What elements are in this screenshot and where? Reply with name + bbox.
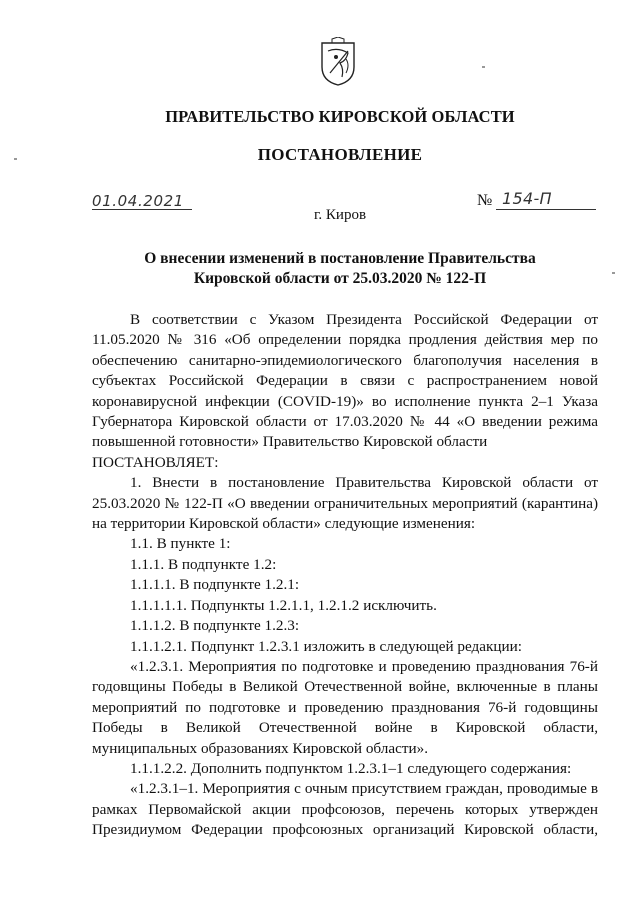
government-name: ПРАВИТЕЛЬСТВО КИРОВСКОЙ ОБЛАСТИ (165, 107, 515, 126)
title-line-1: О внесении изменений в постановление Правительства (144, 250, 536, 267)
document-number: 154-П (502, 189, 552, 208)
scan-speck (14, 158, 17, 160)
paragraph-preamble: В соответствии с Указом Президента Российской Федерации от 11.05.2020 № 316 «Об определении порядка продления действия мер по обеспечению санитарно-эпидемиологического благополучия населения в субъектах Российской Федерации в связи с распространением новой коронавирусной инфекции (COVID-19)» во исполнение пункта 2–1 Указа Губернатора Кировской области от 17.03.2020 № 44 «О введении режима повышенной готовности» Правительство Кировской области (92, 311, 598, 451)
paragraph-item-1-1-1-1: 1.1.1.1. В подпункте 1.2.1: (130, 576, 300, 594)
paragraph-item-1-1-1-1-1: 1.1.1.1.1. Подпункты 1.2.1.1, 1.2.1.2 исключить. (130, 596, 437, 614)
coat-of-arms-icon (318, 37, 358, 87)
scan-speck (482, 66, 485, 68)
document-body (92, 310, 598, 841)
paragraph-item-1-1-1: 1.1.1. В подпункте 1.2: (130, 555, 277, 573)
paragraph-item-1-1-1-2-2: 1.1.1.2.2. Дополнить подпунктом 1.2.3.1–1 следующего содержания: (130, 759, 572, 777)
number-sign: № (477, 192, 493, 209)
paragraph-item-1-1-1-2: 1.1.1.2. В подпункте 1.2.3: (130, 617, 300, 635)
city: г. Киров (313, 207, 367, 223)
paragraph-item-1: 1. Внести в постановление Правительства Кировской области от 25.03.2020 № 122-П «О введении ограничительных мероприятий (карантина) на территории Кировской области» следующие изменения: (92, 474, 598, 533)
paragraph-quote-1-2-3-1: «1.2.3.1. Мероприятия по подготовке и проведению празднования 76-й годовщины Победы в Великой Отечественной войне, включенные в планы мероприятий по подготовке и проведению празднования 76-й годовщины Победы в Великой Отечественной войне в Кировской области, муниципальных образованиях Кировской области». (92, 657, 598, 757)
document-date: 01.04.2021 (92, 192, 184, 210)
paragraph-quote-1-2-3-1-1: «1.2.3.1–1. Мероприятия с очным присутствием граждан, проводимые в рамках Первомайской акции профсоюзов, перечень которых утвержден Президиумом Федерации профсоюзных организаций Кировской области, (92, 780, 598, 839)
paragraph-resolves: ПОСТАНОВЛЯЕТ: (92, 453, 219, 471)
paragraph-item-1-1: 1.1. В пункте 1: (130, 535, 231, 553)
title-line-2: Кировской области от 25.03.2020 № 122-П (193, 270, 487, 287)
paragraph-item-1-1-1-2-1: 1.1.1.2.1. Подпункт 1.2.3.1 изложить в следующей редакции: (130, 637, 522, 655)
document-type: ПОСТАНОВЛЕНИЕ (257, 145, 423, 164)
scan-speck (612, 272, 615, 274)
document-title (0, 249, 640, 289)
